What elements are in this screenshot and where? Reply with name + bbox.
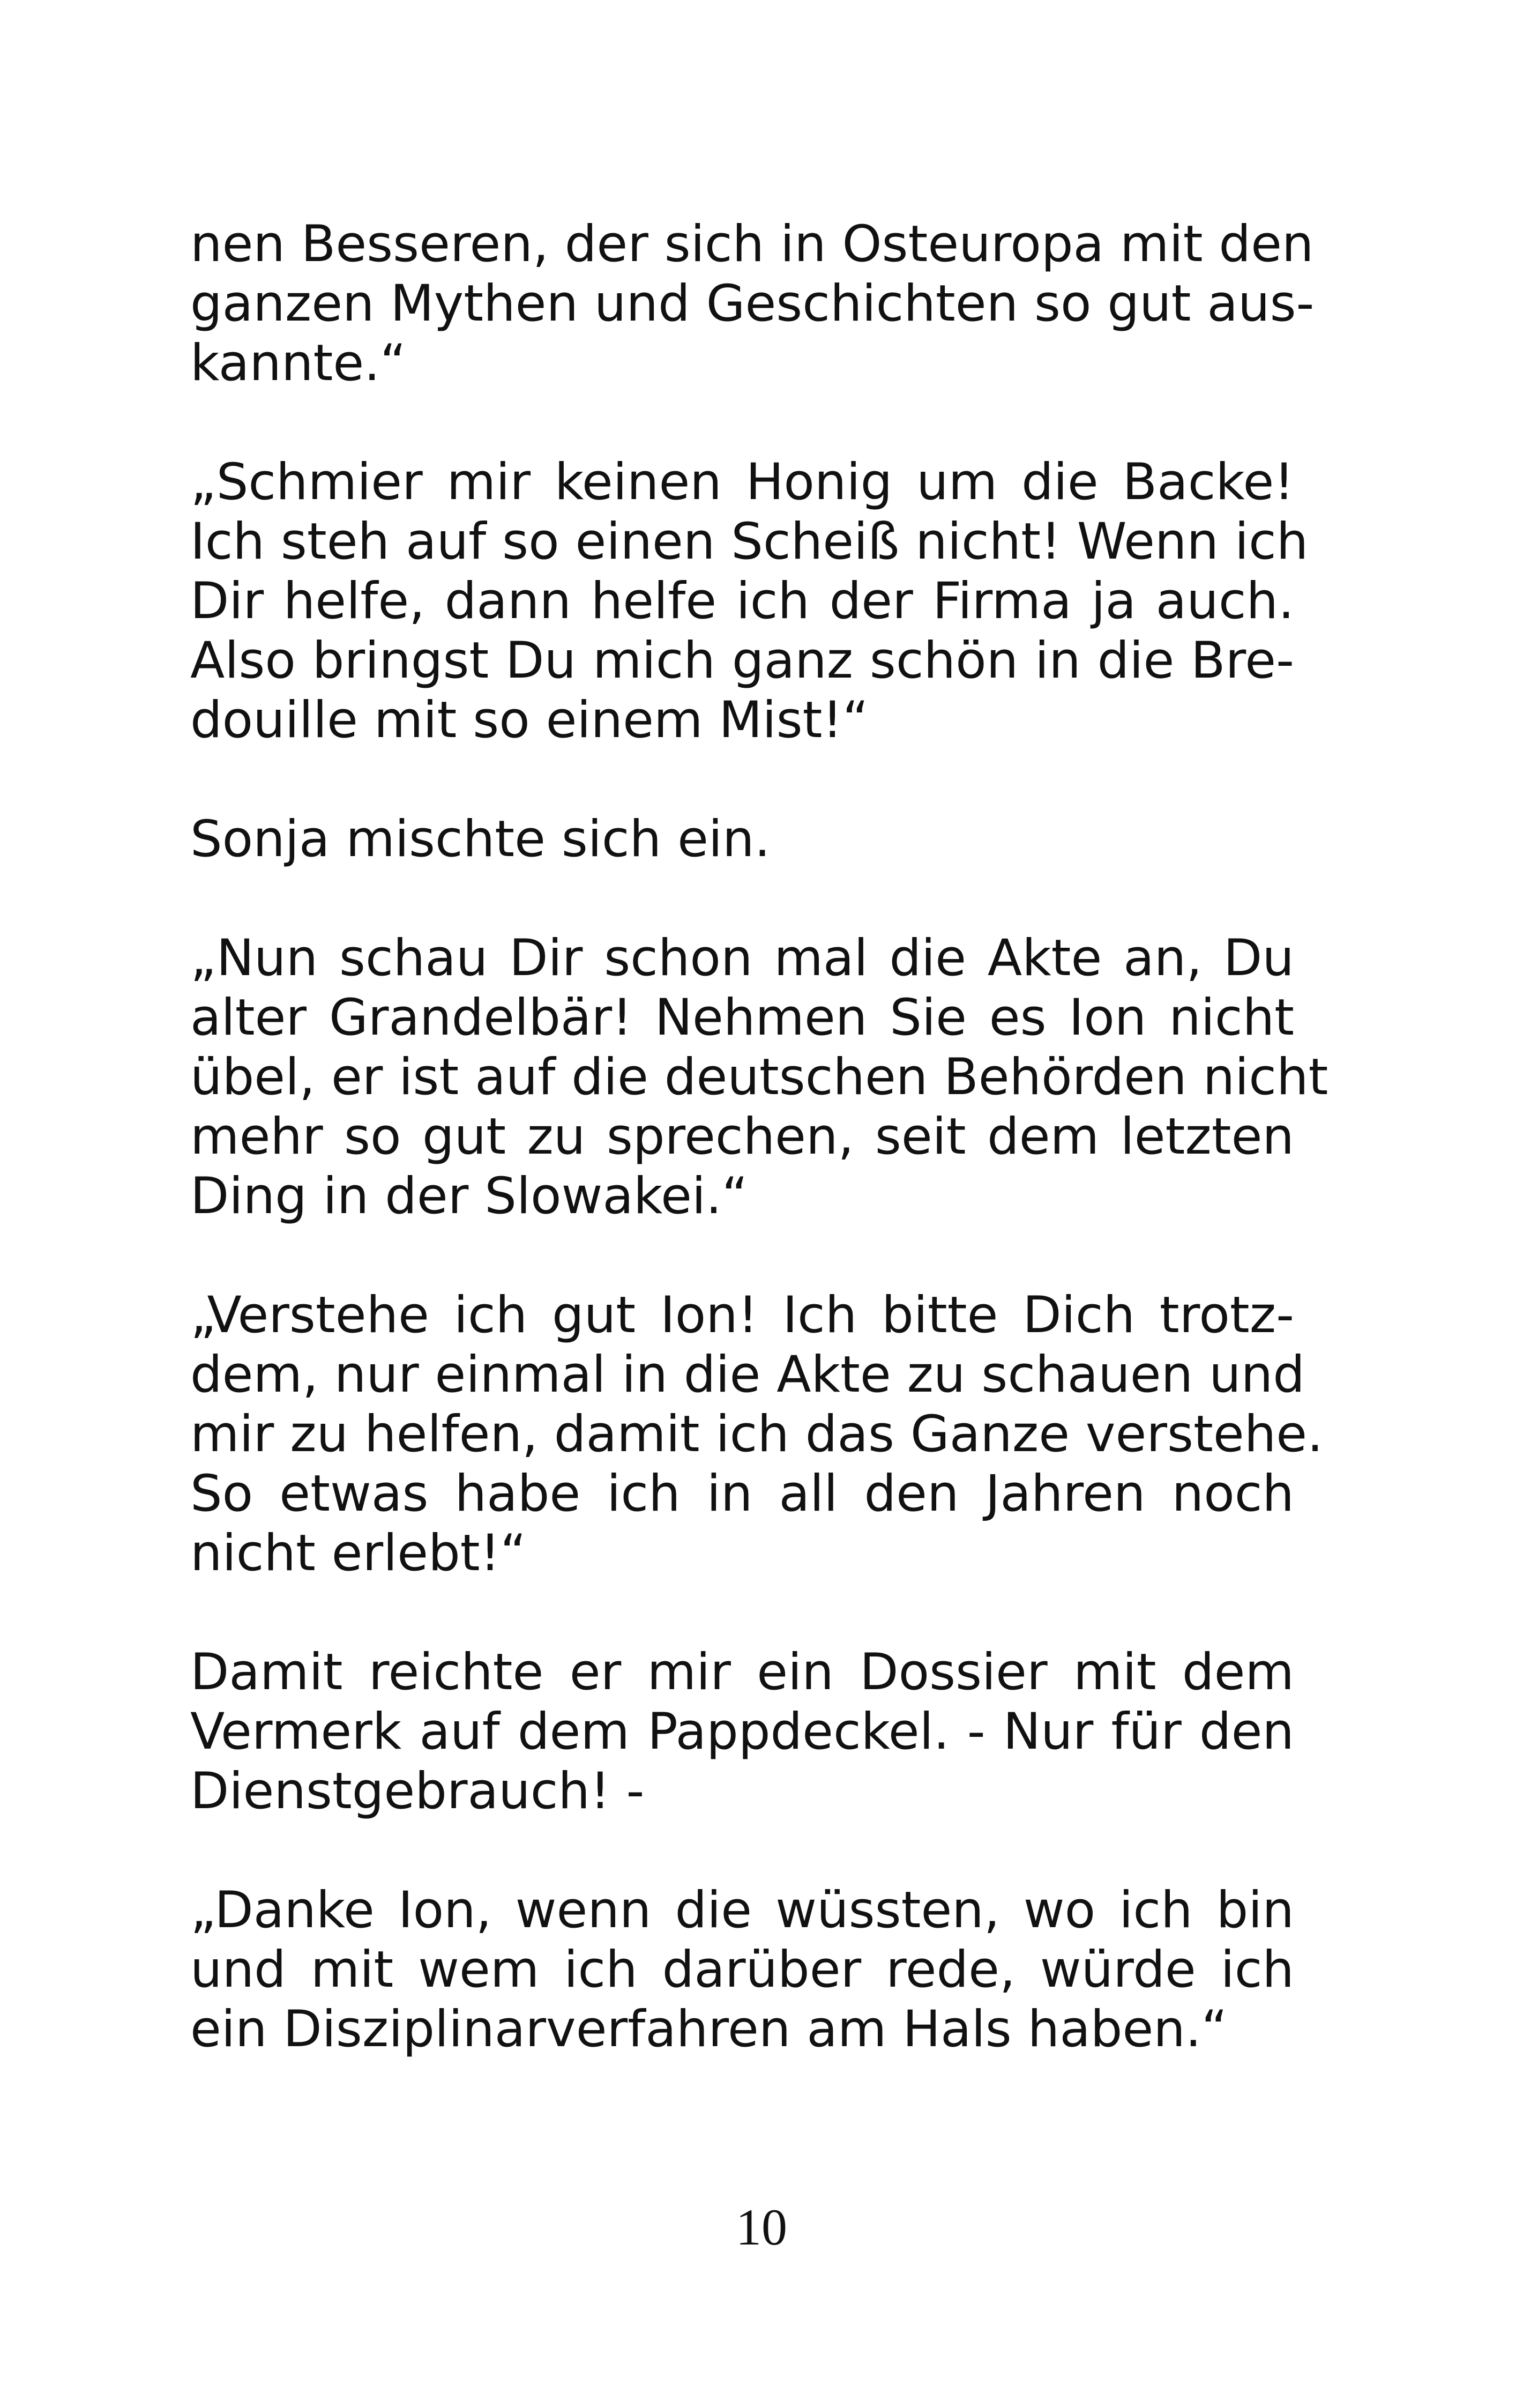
paragraph-7 xyxy=(190,1881,1294,2059)
text-line: dem, nur einmal in die Akte zu schauen und xyxy=(190,1346,1305,1404)
paragraph-4 xyxy=(190,928,1328,1226)
text-line: Dir helfe, dann helfe ich der Firma ja auch. xyxy=(190,572,1294,630)
body-text xyxy=(190,214,1328,2119)
page-number: 10 xyxy=(736,2198,787,2256)
text-line: Damit reichte er mir ein Dossier mit dem xyxy=(190,1643,1294,1701)
text-line: „Nun schau Dir schon mal die Akte an, Du xyxy=(190,929,1294,987)
paragraph-2 xyxy=(190,452,1309,750)
paragraph-6 xyxy=(190,1643,1294,1821)
text-line: „Danke Ion, wenn die wüssten, wo ich bin xyxy=(190,1881,1294,1939)
text-line: alter Grandelbär! Nehmen Sie es Ion nicht xyxy=(190,989,1294,1047)
text-line: nen Besseren, der sich in Osteuropa mit den xyxy=(190,215,1314,273)
text-line: mir zu helfen, damit ich das Ganze verstehe. xyxy=(190,1405,1323,1463)
text-line: douille mit so einem Mist!“ xyxy=(190,691,869,749)
text-line: mehr so gut zu sprechen, seit dem letzten xyxy=(190,1108,1294,1166)
paragraph-5 xyxy=(190,1285,1323,1583)
text-line: „Verstehe ich gut Ion! Ich bitte Dich trotz- xyxy=(190,1286,1294,1344)
text-line: Also bringst Du mich ganz schön in die Bre- xyxy=(190,631,1294,690)
paragraph-3 xyxy=(190,809,1294,869)
text-line: nicht erlebt!“ xyxy=(190,1524,527,1582)
text-line: So etwas habe ich in all den Jahren noch xyxy=(190,1465,1294,1523)
text-line: ein Disziplinarverfahren am Hals haben.“ xyxy=(190,2000,1228,2058)
text-line: Dienstgebrauch! - xyxy=(190,1762,645,1820)
text-line: und mit wem ich darüber rede, würde ich xyxy=(190,1941,1294,1999)
text-line: übel, er ist auf die deutschen Behörden nicht xyxy=(190,1048,1328,1106)
text-line: Ich steh auf so einen Scheiß nicht! Wenn ich xyxy=(190,512,1309,571)
paragraph-1 xyxy=(190,214,1315,393)
text-line: Vermerk auf dem Pappdeckel. - Nur für den xyxy=(190,1703,1294,1761)
text-line: „Schmier mir keinen Honig um die Backe! xyxy=(190,453,1294,511)
text-line: kannte.“ xyxy=(190,334,406,392)
text-line: Sonja mischte sich ein. xyxy=(190,810,771,868)
text-line: ganzen Mythen und Geschichten so gut aus- xyxy=(190,274,1315,333)
text-line: Ding in der Slowakei.“ xyxy=(190,1167,748,1225)
